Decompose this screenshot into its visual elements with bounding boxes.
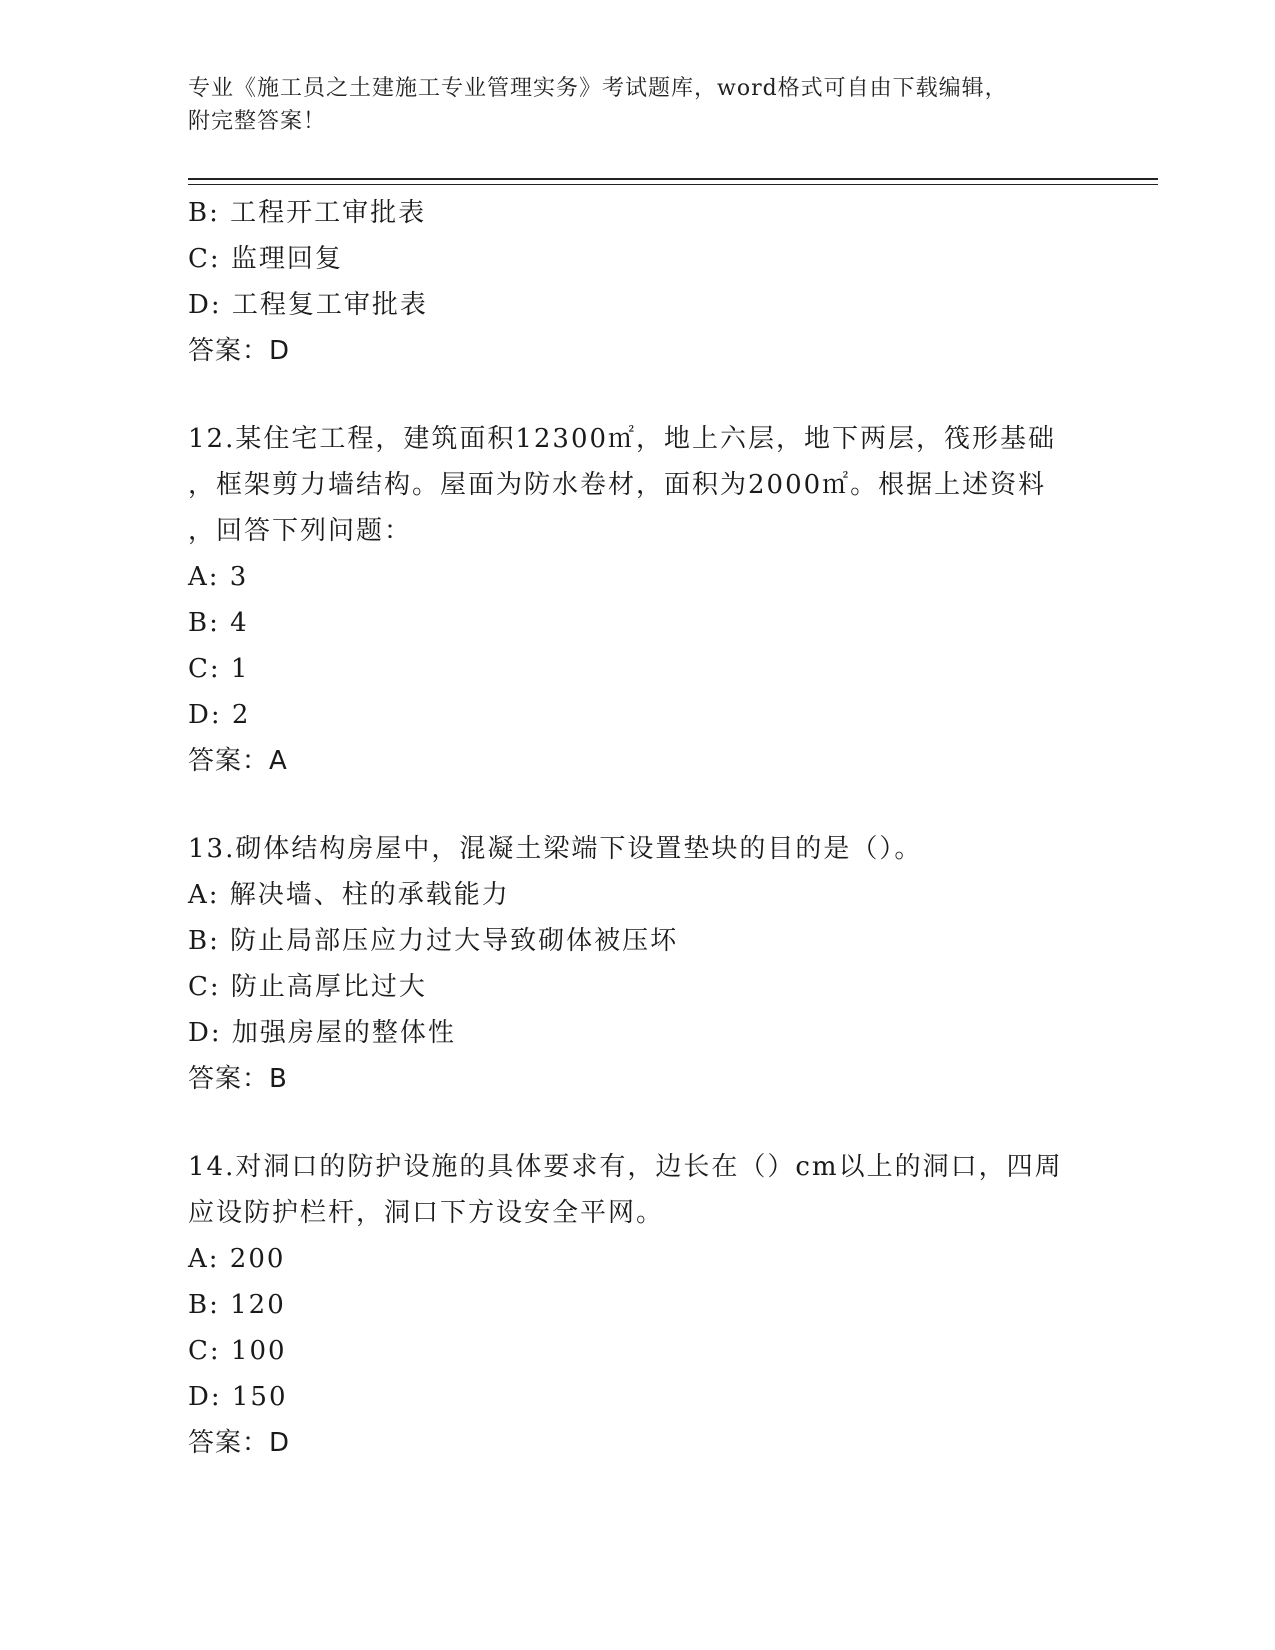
option-d: D: 150 xyxy=(188,1382,288,1412)
question-11-tail xyxy=(188,190,1088,374)
option-c: C: 防止高厚比过大 xyxy=(188,972,427,1002)
option-c: C: 100 xyxy=(188,1336,287,1366)
header-line-2: 附完整答案！ xyxy=(188,109,327,134)
header-divider-thin xyxy=(188,184,1158,185)
question-text-line: 应设防护栏杆，洞口下方设安全平网。 xyxy=(188,1198,665,1228)
option-c: C: 1 xyxy=(188,654,250,684)
spacer xyxy=(188,374,1088,416)
header-line-1: 专业《施工员之土建施工专业管理实务》考试题库，word格式可自由下载编辑， xyxy=(188,76,1008,101)
spacer xyxy=(188,784,1088,826)
option-d: D: 加强房屋的整体性 xyxy=(188,1018,456,1048)
question-text-line: ，框架剪力墙结构。屋面为防水卷材，面积为2000㎡。根据上述资料 xyxy=(188,470,1047,500)
header-divider-thick xyxy=(188,178,1158,180)
question-text-line: ，回答下列问题： xyxy=(188,516,413,546)
question-text-line: 12.某住宅工程，建筑面积12300㎡，地上六层，地下两层，筏形基础 xyxy=(188,424,1057,454)
answer: 答案：B xyxy=(188,1064,288,1094)
question-content xyxy=(188,190,1088,1466)
option-d: D: 2 xyxy=(188,700,251,730)
question-12 xyxy=(188,416,1088,784)
option-b: B: 防止局部压应力过大导致砌体被压坏 xyxy=(188,926,679,956)
question-14 xyxy=(188,1144,1088,1466)
answer: 答案：A xyxy=(188,746,288,776)
answer: 答案：D xyxy=(188,1428,291,1458)
option-a: A: 解决墙、柱的承载能力 xyxy=(188,880,510,910)
option-c: C: 监理回复 xyxy=(188,244,343,274)
option-a: A: 200 xyxy=(188,1244,286,1274)
question-text-line: 13.砌体结构房屋中，混凝土梁端下设置垫块的目的是（）。 xyxy=(188,834,923,864)
option-b: B: 4 xyxy=(188,608,249,638)
option-d: D: 工程复工审批表 xyxy=(188,290,428,320)
document-header xyxy=(188,72,1088,138)
option-b: B: 120 xyxy=(188,1290,286,1320)
option-a: A: 3 xyxy=(188,562,249,592)
spacer xyxy=(188,1102,1088,1144)
question-text-line: 14.对洞口的防护设施的具体要求有，边长在（）cm以上的洞口，四周 xyxy=(188,1152,1063,1182)
answer: 答案：D xyxy=(188,336,291,366)
question-13 xyxy=(188,826,1088,1102)
option-b: B: 工程开工审批表 xyxy=(188,198,427,228)
